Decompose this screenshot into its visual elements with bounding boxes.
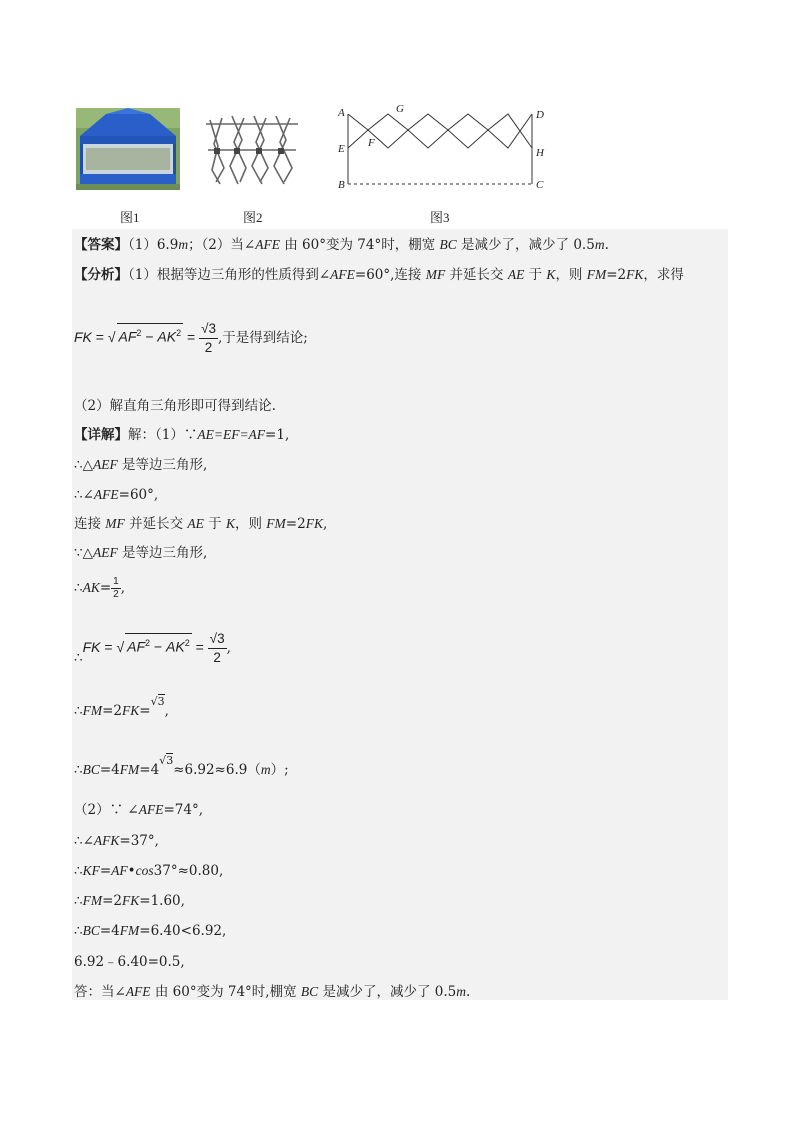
expr: FM xyxy=(82,703,103,718)
detail-line-15: 6.92﹣6.40=0.5, xyxy=(74,954,185,970)
denominator: 2 xyxy=(113,589,119,600)
sqrt-term: √3 xyxy=(159,754,174,767)
unit: m xyxy=(594,237,605,252)
analysis-text: =2 xyxy=(606,267,627,283)
text: 是等边三角形, xyxy=(117,457,208,473)
text: 解：（1）∵ xyxy=(128,427,198,443)
expr: BC xyxy=(82,923,100,938)
detail-line-4 xyxy=(74,515,327,533)
text: = xyxy=(99,580,112,596)
expr: BC xyxy=(300,984,319,999)
text: 由 60°变为 74°时,棚宽 xyxy=(150,984,301,1000)
text: = xyxy=(99,863,112,879)
text: 连接 xyxy=(74,516,106,532)
label-G: G xyxy=(396,103,404,115)
text: =74°, xyxy=(163,802,203,818)
detail-line-13 xyxy=(74,892,185,910)
figure-1-caption: 图1 xyxy=(120,210,140,225)
denominator: 2 xyxy=(213,650,221,665)
text: . xyxy=(465,984,471,1000)
detail-line-12 xyxy=(74,862,223,880)
detail-line-3 xyxy=(74,486,158,504)
numerator: 3 xyxy=(217,631,225,646)
text: , xyxy=(226,640,231,656)
fraction xyxy=(111,576,121,601)
detail-line-8 xyxy=(74,695,169,721)
answer-line xyxy=(74,236,609,254)
analysis-text: =60°,连接 xyxy=(354,267,426,283)
analysis-formula: FK = √ $AF^2 - AK^2$ = $\frac{√3}{2}$ ,于是得到结论; xyxy=(74,321,308,355)
label-B: B xyxy=(338,179,345,191)
detail-line-11 xyxy=(74,832,159,850)
expr: AFE xyxy=(138,802,164,817)
text: =2 xyxy=(102,703,122,719)
analysis-text: 于 xyxy=(524,267,547,283)
figure-2-frame-photo xyxy=(204,110,300,190)
radicand-term: AK xyxy=(166,639,185,655)
expr: AEF xyxy=(92,457,118,472)
figure-3-diagram xyxy=(334,100,554,196)
text: , xyxy=(322,516,328,532)
folding-frame-image xyxy=(204,110,300,190)
radical: $AF^2 - AK^2$ xyxy=(117,323,184,346)
answer-text: ；（2）当∠ xyxy=(188,237,256,253)
text: =4 xyxy=(99,762,120,778)
expr: K xyxy=(225,516,235,531)
radical: $AF^2 - AK^2$ xyxy=(125,633,192,656)
text: ≈6.92≈6.9（ xyxy=(173,762,261,778)
radicand: 3 xyxy=(157,695,165,708)
expr: AFE xyxy=(93,487,119,502)
analysis-tag: 【分析】 xyxy=(74,267,128,283)
detail-conclusion xyxy=(74,983,470,1001)
radicand-term: AF xyxy=(118,329,137,345)
label-C: C xyxy=(536,179,544,191)
text: ∴ xyxy=(74,650,83,666)
label-F: F xyxy=(368,137,375,149)
expr: FM xyxy=(119,923,140,938)
angle-name: AFE xyxy=(255,237,280,252)
text: =4 xyxy=(139,762,160,778)
text: =6.40<6.92, xyxy=(139,923,227,939)
label-E: E xyxy=(338,143,345,155)
expr: cos xyxy=(135,863,154,878)
analysis-text: ，求得 xyxy=(643,267,684,283)
tent-image xyxy=(76,108,180,190)
geometry-diagram xyxy=(334,100,554,196)
expr: AK xyxy=(82,580,100,595)
expr: AF xyxy=(111,863,128,878)
text: 并延长交 xyxy=(124,516,188,532)
text: ）; xyxy=(270,762,289,778)
expr: FM xyxy=(119,762,140,777)
text: ∴∠ xyxy=(74,487,94,503)
segment-name: BC xyxy=(439,237,457,252)
point-name: K xyxy=(546,267,556,282)
text: =1, xyxy=(265,427,290,443)
text: =37°, xyxy=(119,833,159,849)
text: , xyxy=(120,580,126,596)
label-D: D xyxy=(536,109,544,121)
text: ，则 xyxy=(235,516,267,532)
sqrt-term: √3 xyxy=(150,695,165,708)
radicand-term: AF xyxy=(127,639,146,655)
detail-line-1 xyxy=(74,426,289,444)
unit: m xyxy=(260,762,271,777)
analysis-part2: （2）解直角三角形即可得到结论. xyxy=(74,398,276,414)
formula-lhs: FK xyxy=(82,639,101,655)
analysis-text: 并延长交 xyxy=(445,267,508,283)
text: ∴ xyxy=(74,923,83,939)
expr: MF xyxy=(105,516,125,531)
unit: m xyxy=(456,984,466,999)
label-A: A xyxy=(338,107,345,119)
radicand: 3 xyxy=(166,754,174,767)
answer-text: 由 60°变为 74°时，棚宽 xyxy=(279,237,440,253)
text: （2）∵ ∠ xyxy=(74,802,139,818)
expr: AE xyxy=(187,516,204,531)
label-H: H xyxy=(536,147,544,159)
expr: AE=EF=AF xyxy=(197,427,266,442)
radicand-term: AK xyxy=(157,329,177,345)
answer-text: . xyxy=(604,237,609,253)
detail-line-9 xyxy=(74,754,289,780)
denominator: 2 xyxy=(204,340,213,355)
text: = xyxy=(139,703,151,719)
expr: AFE xyxy=(125,984,151,999)
detail-line-5 xyxy=(74,544,207,562)
text: =60°, xyxy=(118,487,159,503)
numerator: 3 xyxy=(208,321,217,336)
figure-1-tent-photo xyxy=(76,108,180,190)
expr: FM xyxy=(82,893,103,908)
detail-tag: 【详解】 xyxy=(74,427,128,443)
detail-line-7: ∴FK = √ $AF^2 - AK^2$ = $\frac{√3}{2}$ , xyxy=(74,631,231,666)
text: ∵△ xyxy=(74,545,93,561)
analysis-line xyxy=(74,266,684,284)
text: 37°≈0.80, xyxy=(153,863,224,879)
detail-line-2 xyxy=(74,456,207,474)
expr: BC xyxy=(82,762,100,777)
segment-name: AE xyxy=(507,267,525,282)
expr: FK xyxy=(305,516,323,531)
expr: FM xyxy=(266,516,286,531)
text: =2 xyxy=(285,516,306,532)
text: ∴△ xyxy=(74,457,93,473)
segment-name: MF xyxy=(425,267,446,282)
fraction: $\frac{√3}{2}$ xyxy=(209,631,225,665)
analysis-text: ，则 xyxy=(555,267,587,283)
text: 是等边三角形, xyxy=(117,545,208,561)
expr: FK xyxy=(122,893,140,908)
expr: FK xyxy=(122,703,140,718)
analysis-text: （1）根据等边三角形的性质得到∠ xyxy=(128,267,331,283)
unit: m xyxy=(178,237,189,252)
formula-lhs: FK xyxy=(74,329,92,345)
text: ∴ xyxy=(74,703,83,719)
segment-name: FM xyxy=(586,267,607,282)
text: ∴ xyxy=(74,893,83,909)
text: ∴ xyxy=(74,762,83,778)
text: =1.60, xyxy=(139,893,185,909)
expr: AFK xyxy=(93,833,120,848)
answer-text: 是减少了，减少了 0.5 xyxy=(456,237,595,253)
numerator: 1 xyxy=(113,576,119,587)
text: 答：当∠ xyxy=(74,984,126,1000)
text: ∴∠ xyxy=(74,833,94,849)
text: 是减少了，减少了 0.5 xyxy=(318,984,457,1000)
text: • xyxy=(127,863,136,879)
text: =4 xyxy=(99,923,120,939)
answer-text: （1）6.9 xyxy=(128,237,179,253)
angle-name: AFE xyxy=(330,267,355,282)
text: 于 xyxy=(203,516,226,532)
text: =2 xyxy=(102,893,122,909)
text: , xyxy=(164,703,169,719)
detail-line-10 xyxy=(74,801,203,819)
figure-3-caption: 图3 xyxy=(430,210,450,225)
fraction: $\frac{√3}{2}$ xyxy=(201,321,217,355)
formula-tail: ,于是得到结论; xyxy=(218,330,308,346)
text: ∴ xyxy=(74,580,83,596)
expr: KF xyxy=(82,863,100,878)
text: ∴ xyxy=(74,863,83,879)
figure-2-caption: 图2 xyxy=(243,210,263,225)
answer-tag: 【答案】 xyxy=(74,237,128,253)
segment-name: FK xyxy=(626,267,644,282)
detail-line-14 xyxy=(74,922,226,940)
expr: AEF xyxy=(92,545,118,560)
detail-line-6 xyxy=(74,576,125,601)
